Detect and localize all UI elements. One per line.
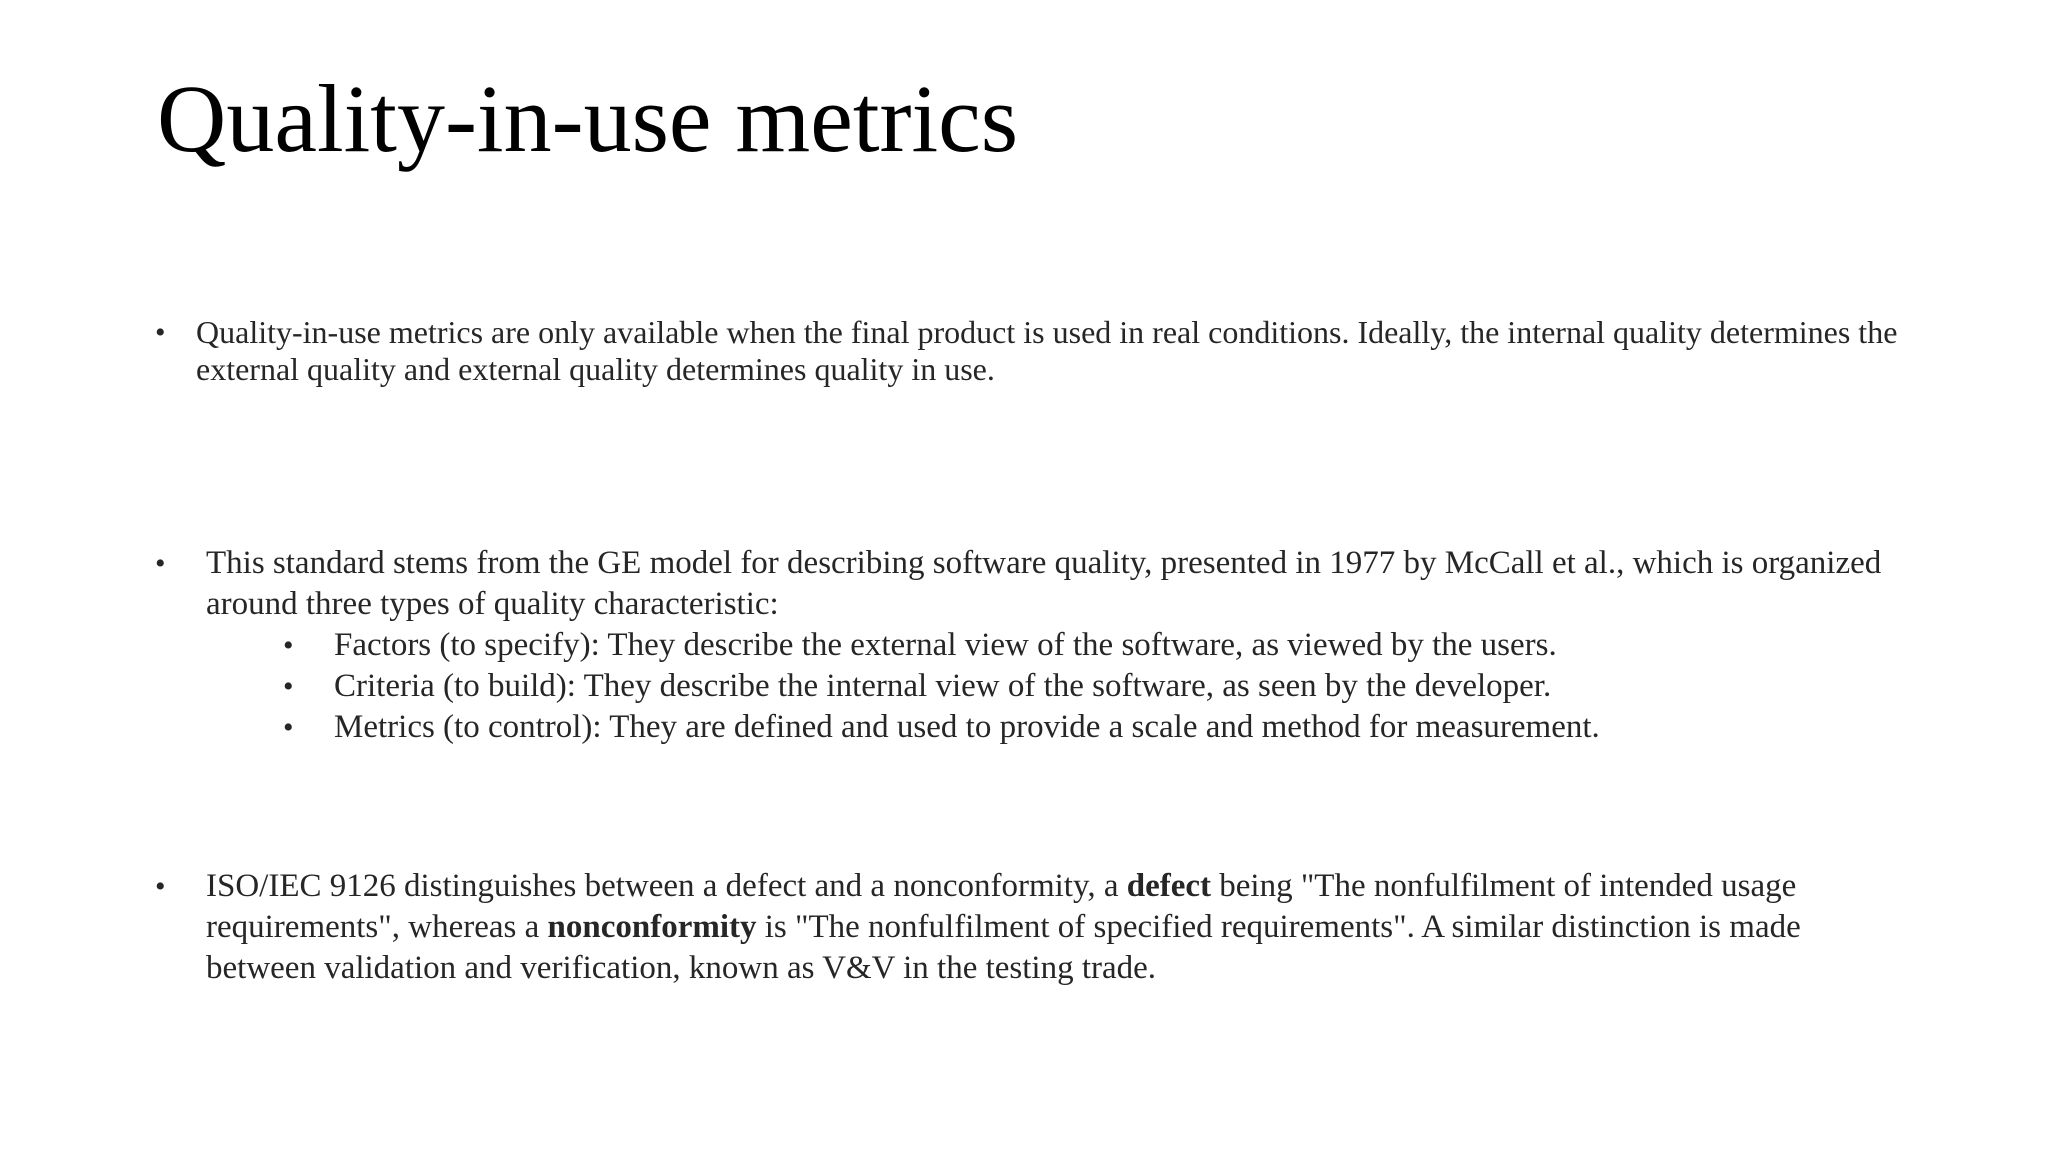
bullet-dot: • (283, 711, 294, 744)
bullet-dot: • (283, 670, 294, 703)
bullet-text: Quality-in-use metrics are only available when the final product is used in real conditions. Ideally, the internal quality determines the external quality and external quality determines quality in use. (196, 314, 1898, 387)
bullet-dot: • (155, 316, 166, 349)
bullet-block-3 (155, 866, 1915, 989)
list-item (155, 866, 1915, 989)
bullet-text: This standard stems from the GE model for describing software quality, presented in 1977 by McCall et al., which is organized around three types of quality characteristic: (206, 545, 1882, 622)
text-segment: being "The nonfulfilment of intended usage requirements", whereas a (206, 868, 1797, 945)
list-item (155, 314, 1915, 388)
sub-item-text: Metrics (to control): They are defined and used to provide a scale and method for measurement. (334, 709, 1600, 745)
sub-list-item (283, 707, 1915, 748)
text-segment: is "The nonfulfilment of specified requirements". A similar distinction is made between validation and verification, known as V&V in the testing trade. (206, 909, 1801, 986)
bullet-block-2 (155, 543, 1915, 748)
sub-item-text: Factors (to specify): They describe the external view of the software, as viewed by the users. (334, 627, 1557, 663)
defect-term: defect (1126, 868, 1211, 904)
sub-list (283, 625, 1915, 748)
sub-list-item (283, 625, 1915, 666)
list-item (155, 543, 1915, 625)
nonconformity-term: nonconformity (547, 909, 757, 945)
bullet-block-1 (155, 314, 1915, 388)
page-title: Quality-in-use metrics (157, 65, 1019, 172)
text-segment: ISO/IEC 9126 distinguishes between a defect and a nonconformity, a (206, 868, 1127, 904)
bullet-dot: • (283, 629, 294, 662)
bullet-dot: • (155, 547, 166, 580)
sub-list-item (283, 666, 1915, 707)
bullet-text (206, 866, 1915, 989)
sub-item-text: Criteria (to build): They describe the internal view of the software, as seen by the developer. (334, 668, 1552, 704)
bullet-dot: • (155, 870, 166, 903)
